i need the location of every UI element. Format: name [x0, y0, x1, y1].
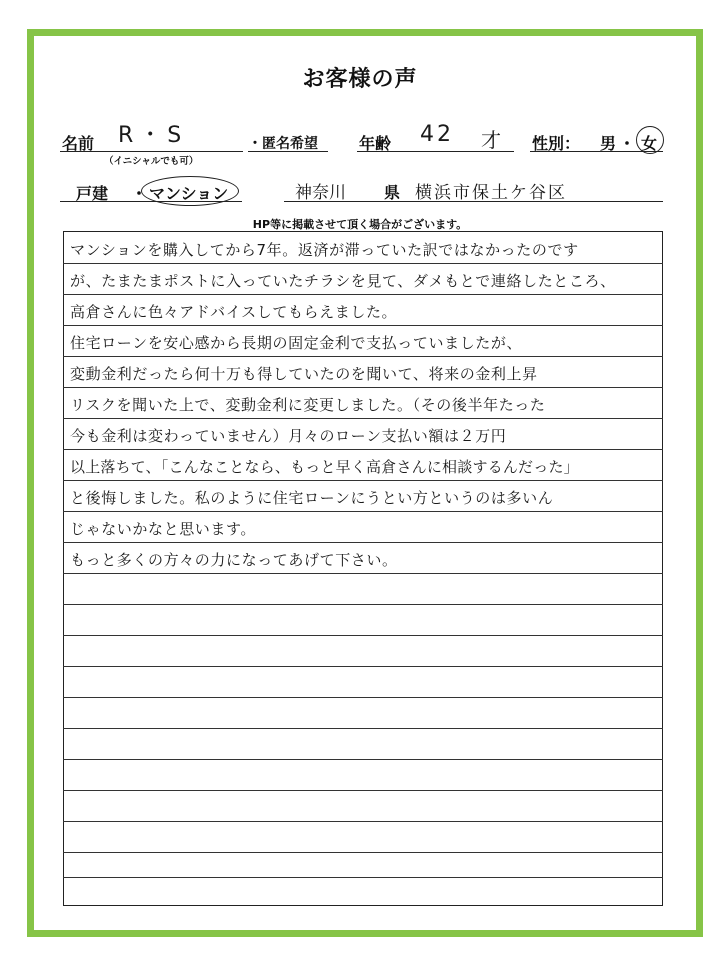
ruled-line — [63, 511, 663, 512]
city-value: 横浜市保土ケ谷区 — [415, 183, 567, 203]
comment-line: 住宅ローンを安心感から長期の固定金利で支払っていましたが、 — [70, 334, 523, 352]
anonymous-underline — [248, 151, 328, 152]
age-unit: 才 — [481, 128, 501, 152]
ruled-line — [63, 263, 663, 264]
ruled-line — [63, 790, 663, 791]
age-value: 42 — [420, 122, 454, 147]
comment-line: と後悔しました。私のように住宅ローンにうとい方というのは多いん — [70, 489, 554, 507]
anonymous-label: ・匿名希望 — [248, 136, 318, 152]
ruled-line — [63, 325, 663, 326]
gender-separator: ・ — [619, 134, 636, 153]
comment-line: 高倉さんに色々アドバイスしてもらえました。 — [70, 303, 398, 321]
ruled-line — [63, 759, 663, 760]
comment-line: 今も金利は変わっていません）月々のローン支払い額は２万円 — [70, 427, 507, 445]
ruled-line — [63, 697, 663, 698]
comment-line: マンションを購入してから7年。返済が滞っていた訳ではなかったのです — [70, 241, 579, 259]
ruled-line — [63, 480, 663, 481]
ruled-line — [63, 821, 663, 822]
age-underline — [357, 151, 514, 152]
ruled-line — [63, 356, 663, 357]
comment-line: リスクを聞いた上で、変動金利に変更しました。（その後半年たった — [70, 396, 546, 414]
housing-separator: ・ — [131, 184, 148, 203]
female-circle-mark — [636, 126, 664, 154]
address-underline — [284, 201, 663, 202]
gender-female: 女 — [641, 134, 658, 153]
comment-line: じゃないかなと思います。 — [70, 520, 257, 538]
ruled-line — [63, 418, 663, 419]
mansion-label: マンション — [149, 184, 229, 203]
comment-line: 以上落ちて、「こんなことなら、もっと早く高倉さんに相談するんだった」 — [70, 458, 579, 476]
ruled-line — [63, 604, 663, 605]
name-value: R・S — [118, 123, 188, 148]
prefecture-label: 県 — [384, 183, 401, 202]
initials-note: （イニシャルでも可） — [104, 156, 199, 167]
comment-line: が、たまたまポストに入っていたチラシを見て、ダメもとで連絡したところ、 — [70, 272, 616, 290]
ruled-line — [63, 573, 663, 574]
ruled-line — [63, 449, 663, 450]
age-label: 年齢 — [359, 134, 392, 153]
name-underline — [60, 151, 243, 152]
ruled-line — [63, 852, 663, 853]
ruled-line — [63, 635, 663, 636]
ruled-line — [63, 294, 663, 295]
ruled-line — [63, 542, 663, 543]
form-title: お客様の声 — [302, 67, 418, 92]
ruled-line — [63, 666, 663, 667]
house-label: 戸建 — [76, 184, 109, 203]
name-label: 名前 — [62, 134, 95, 153]
gender-underline — [530, 151, 663, 152]
gender-male: 男 — [600, 134, 617, 153]
ruled-line — [63, 387, 663, 388]
ruled-line — [63, 728, 663, 729]
publication-notice: HP等に掲載させて頂く場合がございます。 — [252, 218, 468, 231]
housing-underline — [60, 201, 242, 202]
comment-line: 変動金利だったら何十万も得していたのを聞いて、将来の金利上昇 — [70, 365, 538, 383]
gender-label: 性別： — [532, 134, 581, 153]
comment-line: もっと多くの方々の力になってあげて下さい。 — [70, 551, 398, 569]
prefecture-value: 神奈川 — [295, 183, 346, 203]
ruled-line — [63, 877, 663, 878]
